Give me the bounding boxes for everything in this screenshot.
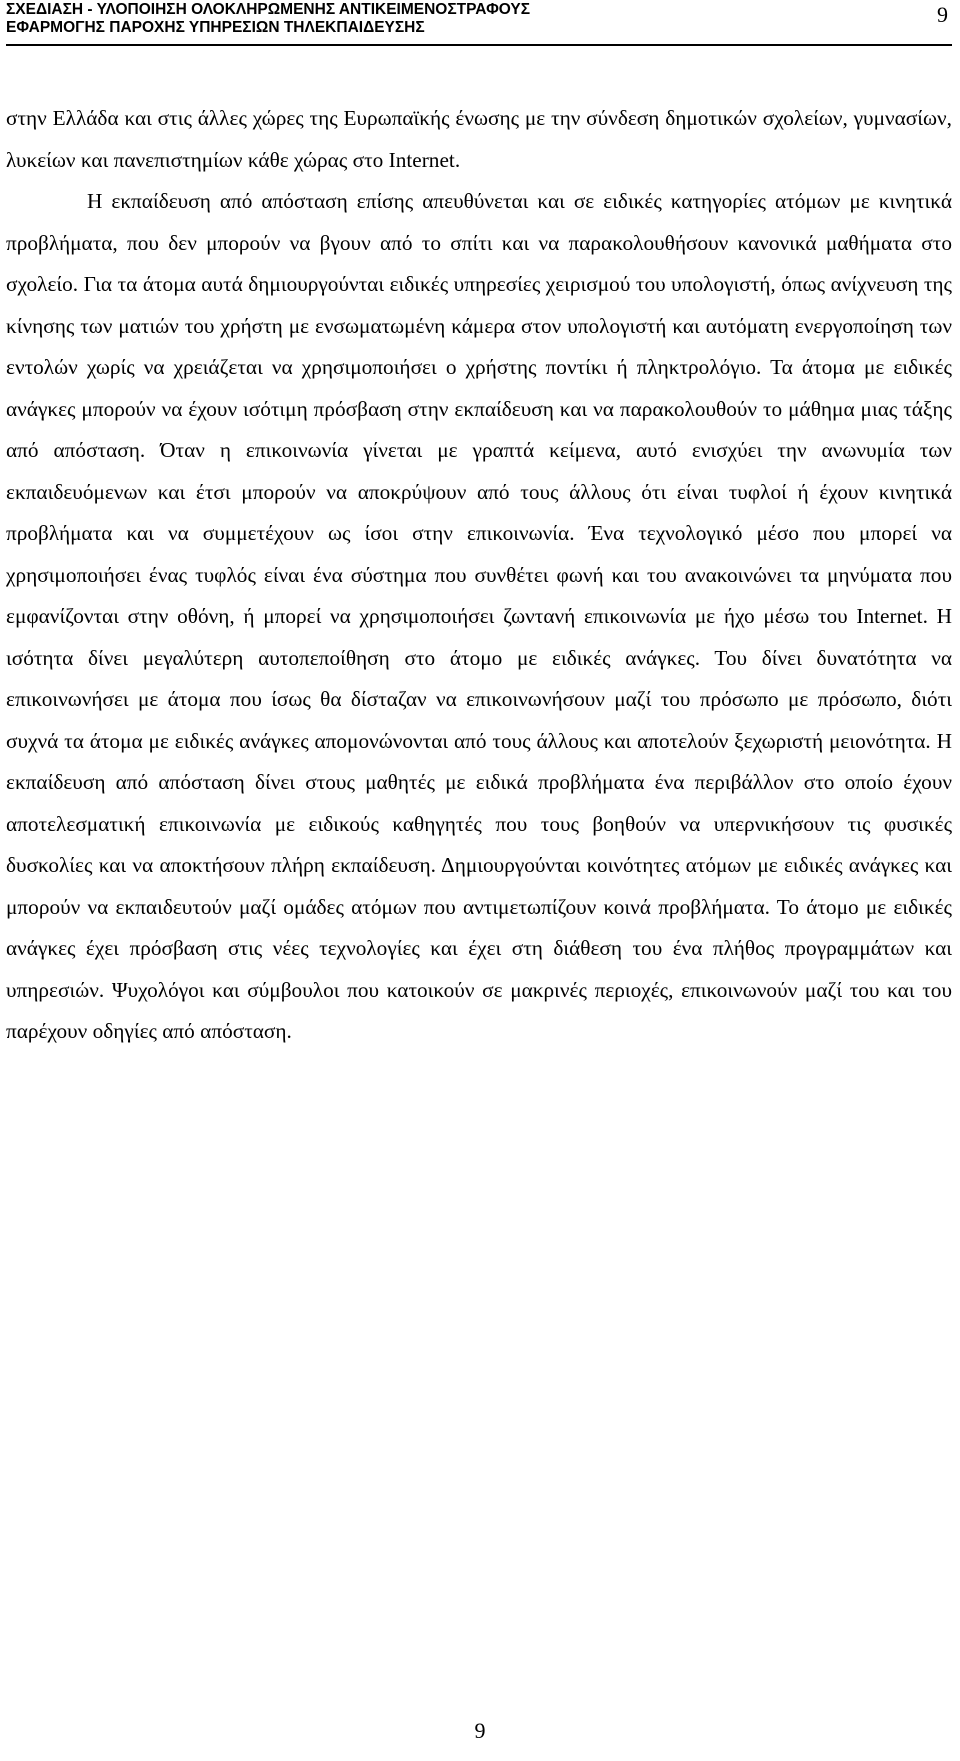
document-body xyxy=(6,98,952,1053)
paragraph-continuation: στην Ελλάδα και στις άλλες χώρες της Ευρωπαϊκής ένωσης με την σύνδεση δημοτικών σχολείων, γυμνασίων, λυκείων και πανεπιστημίων κάθε χώρας στο Internet. xyxy=(6,106,952,172)
header-title-line-2: ΕΦΑΡΜΟΓΗΣ ΠΑΡΟΧΗΣ ΥΠΗΡΕΣΙΩΝ ΤΗΛΕΚΠΑΙΔΕΥΣΗΣ xyxy=(6,19,425,36)
footer-page-number: 9 xyxy=(474,1718,486,1743)
header-page-number: 9 xyxy=(937,2,948,27)
paragraph-main: Η εκπαίδευση από απόσταση επίσης απευθύνεται και σε ειδικές κατηγορίες ατόμων με κινητικά προβλήματα, που δεν μπορούν να βγουν από το σπίτι και να παρακολουθήσουν κανονικά μαθήματα στο σχολείο. Για τα άτομα αυτά δημιουργούνται ειδικές υπηρεσίες χειρισμού του υπολογιστή, όπως ανίχνευση της κίνησης των ματιών του χρήστη με ενσωματωμένη κάμερα στον υπολογιστή και αυτόματη ενεργοποίηση των εντολών χωρίς να χρειάζεται να χρησιμοποιήσει ο χρήστης ποντίκι ή πληκτρολόγιο. Τα άτομα με ειδικές ανάγκες μπορούν να έχουν ισότιμη πρόσβαση στην εκπαίδευση και να παρακολουθούν το μάθημα μιας τάξης από απόσταση. Όταν η επικοινωνία γίνεται με γραπτά κείμενα, αυτό ενισχύει την ανωνυμία των εκπαιδευόμενων και έτσι μπορούν να αποκρύψουν από τους άλλους ότι είναι τυφλοί ή έχουν κινητικά προβλήματα και να συμμετέχουν ως ίσοι στην επικοινωνία. Ένα τεχνολογικό μέσο που μπορεί να χρησιμοποιήσει ένας τυφλός είναι ένα σύστημα που συνθέτει φωνή και του ανακοινώνει τα μηνύματα που εμφανίζονται στην οθόνη, ή μπορεί να χρησιμοποιήσει ζωντανή επικοινωνία με ήχο μέσω του Internet. Η ισότητα δίνει μεγαλύτερη αυτοπεποίθηση στο άτομο με ειδικές ανάγκες. Του δίνει δυνατότητα να επικοινωνήσει με άτομα που ίσως θα δίσταζαν να επικοινωνήσουν μαζί του πρόσωπο με πρόσωπο, διότι συχνά τα άτομα με ειδικές ανάγκες απομονώνονται από τους άλλους και αποτελούν ξεχωριστή μειονότητα. Η εκπαίδευση από απόσταση δίνει στους μαθητές με ειδικά προβλήματα ένα περιβάλλον στο οποίο έχουν αποτελεσματική επικοινωνία με ειδικούς καθηγητές που τους βοηθούν να υπερνικήσουν τις φυσικές δυσκολίες και να αποκτήσουν πλήρη εκπαίδευση. Δημιουργούνται κοινότητες ατόμων με ειδικές ανάγκες και μπορούν να εκπαιδευτούν μαζί ομάδες ατόμων που αντιμετωπίζουν κοινά προβλήματα. Το άτομο με ειδικές ανάγκες έχει πρόσβαση στις νέες τεχνολογίες και έχει στη διάθεση του ένα πλήθος προγραμμάτων και υπηρεσιών. Ψυχολόγοι και σύμβουλοι που κατοικούν σε μακρινές περιοχές, επικοινωνούν μαζί του και του παρέχουν οδηγίες από απόσταση. xyxy=(6,189,952,1043)
page-header xyxy=(6,0,952,46)
header-title-line-1: ΣΧΕΔΙΑΣΗ - ΥΛΟΠΟΙΗΣΗ ΟΛΟΚΛΗΡΩΜΕΝΗΣ ΑΝΤΙΚΕΙΜΕΝΟΣΤΡΑΦΟΥΣ xyxy=(6,1,531,18)
